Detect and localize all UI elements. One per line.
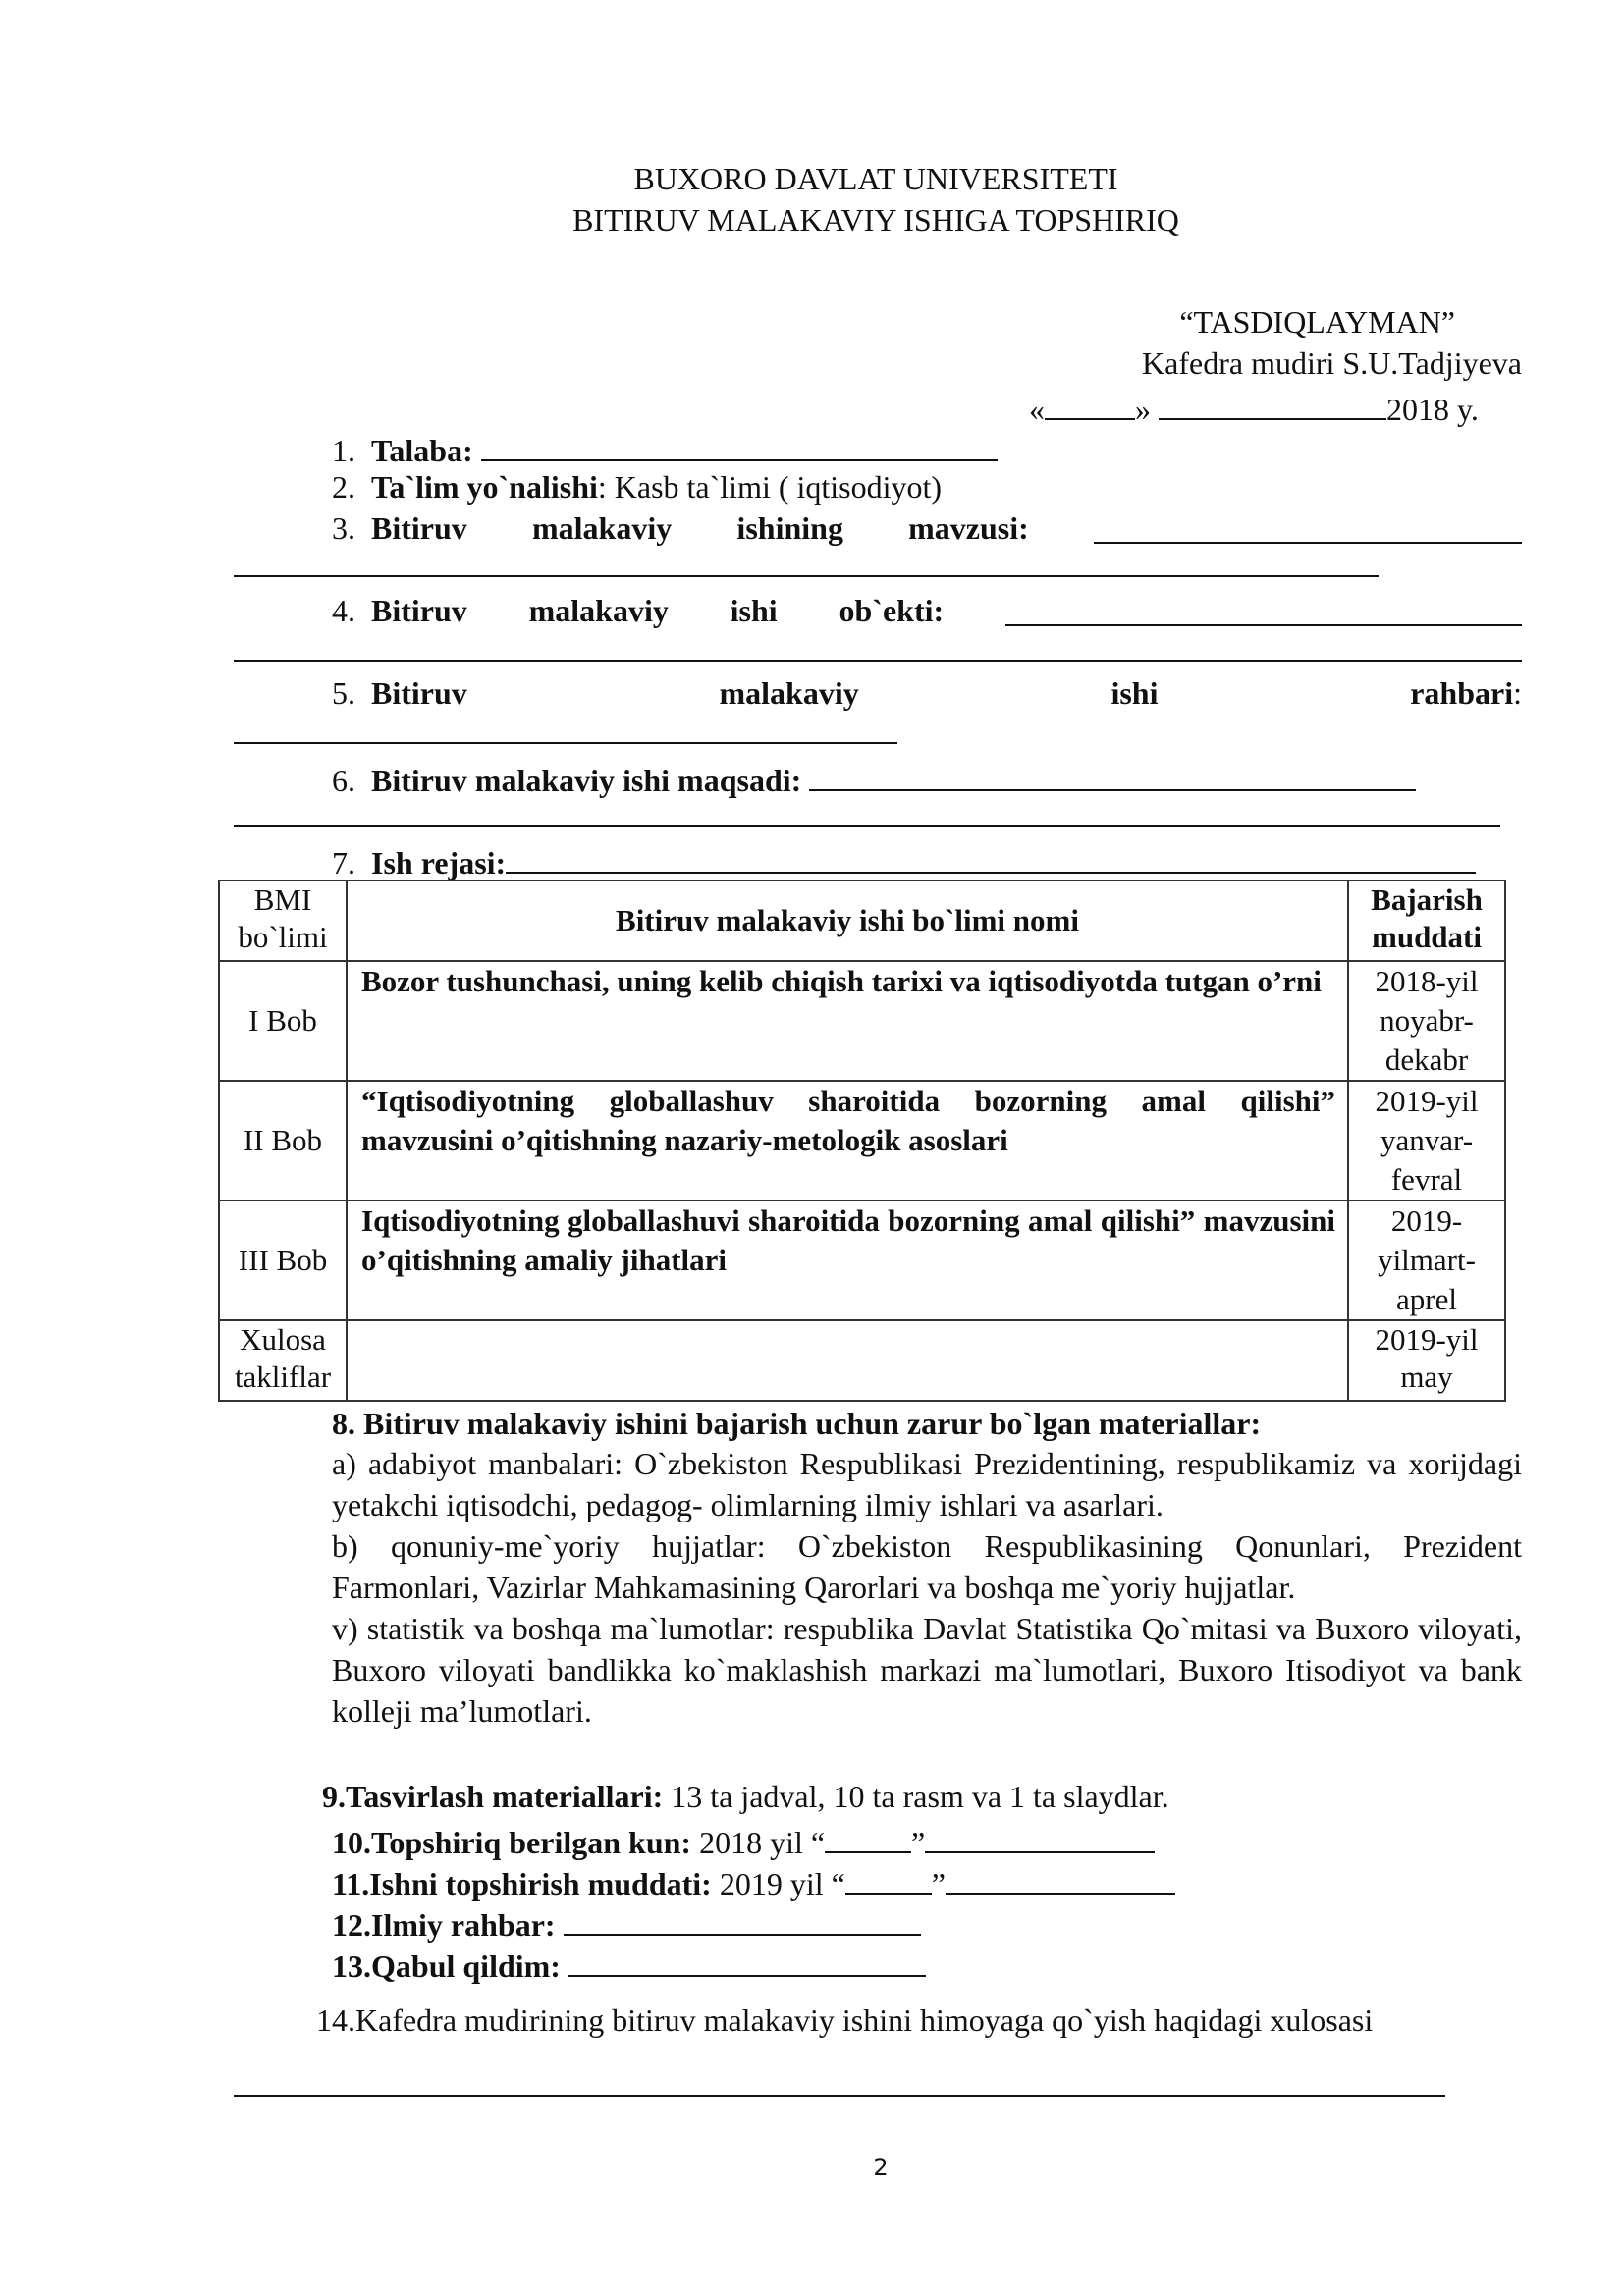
- item-submission-deadline: [332, 1863, 1175, 1899]
- page-number: 2: [873, 2154, 889, 2181]
- direction-label: Ta`lim yo`nalishi: [371, 469, 598, 505]
- assigned-date-value: 2018 yil “: [691, 1825, 826, 1860]
- row-section: III Bob: [219, 1201, 347, 1320]
- object-blank-line: [234, 660, 1522, 662]
- row-section: I Bob: [219, 961, 347, 1081]
- field-3-number: 3. Bitiruv: [332, 510, 467, 546]
- month-blank: [946, 1863, 1175, 1895]
- header-section: BMI bo`limi: [219, 881, 347, 961]
- submission-deadline-value: 2019 yil “: [711, 1866, 845, 1901]
- row-deadline: 2019-yil yanvar-fevral: [1348, 1081, 1505, 1201]
- approval-year: 2018 y.: [1386, 392, 1479, 427]
- quote-close: ”: [911, 1825, 926, 1860]
- quote-close: ”: [931, 1866, 946, 1901]
- table-row: [219, 1201, 1505, 1320]
- field-direction: [332, 471, 942, 503]
- document-title: BITIRUV MALAKAVIY ISHIGA TOPSHIRIQ: [572, 202, 1179, 238]
- field-5-number: 5. Bitiruv: [332, 675, 467, 711]
- supervisor-word: malakaviy: [719, 675, 859, 711]
- object-word: malakaviy: [528, 593, 669, 628]
- row-section: Xulosa takliflar: [219, 1320, 347, 1401]
- supervisor-last-word: rahbari:: [1410, 675, 1522, 711]
- row-name: Bozor tushunchasi, uning kelib chiqish tarixi va iqtisodiyotda tutgan o’rni: [347, 961, 1348, 1081]
- item-illustrations: [322, 1781, 1169, 1812]
- row-name: Iqtisodiyotning globallashuvi sharoitida bozorning amal qilishi” mavzusini o’qitishning amaliy jihatlari: [347, 1201, 1348, 1320]
- topic-word: mavzusi:: [908, 510, 1029, 546]
- accepted-sign-blank: [568, 1946, 926, 1977]
- supervisor-word: ishi: [1110, 675, 1159, 711]
- header-deadline: Bajarish muddati: [1348, 881, 1505, 961]
- table-header-row: [219, 881, 1505, 961]
- materials-statistics: v) statistik va boshqa ma`lumotlar: respublika Davlat Statistika Qo`mitasi va Buxoro viloyati, Buxoro viloyati bandlikka ko`maklashish markazi ma`lumotlari, Buxoro Itisodiyot va bank kolleji ma’lumotlari.: [332, 1611, 1522, 1729]
- submission-deadline-label: 11.Ishni topshirish muddati:: [332, 1866, 712, 1901]
- topic-word: ishining: [736, 510, 843, 546]
- month-blank: [1159, 389, 1386, 420]
- field-number: 2.: [332, 469, 355, 505]
- supervisor-sign-blank: [564, 1904, 921, 1936]
- object-blank: [1005, 595, 1522, 626]
- illustrations-label: 9.Tasvirlash materiallari:: [322, 1779, 664, 1814]
- month-blank: [925, 1822, 1155, 1853]
- plan-blank: [506, 842, 1476, 874]
- row-name: [347, 1320, 1348, 1401]
- topic-word: malakaviy: [531, 510, 673, 546]
- row-deadline: 2019-yil may: [1348, 1320, 1505, 1401]
- topic-blank: [1094, 512, 1522, 544]
- date-close-quote: »: [1135, 392, 1151, 427]
- field-number: 6.: [332, 763, 355, 798]
- approval-date: [1029, 389, 1479, 425]
- supervisor-blank-line: [234, 742, 897, 744]
- approval-stamp: “TASDIQLAYMAN”: [1179, 304, 1455, 340]
- item-head-conclusion: 14.Kafedra mudirining bitiruv malakaviy ishini himoyaga qo`yish haqidagi xulosasi: [316, 2002, 1374, 2038]
- direction-value: : Kasb ta`limi ( iqtisodiyot): [597, 469, 943, 505]
- row-deadline: 2019-yilmart-aprel: [1348, 1201, 1505, 1320]
- field-student: [332, 430, 998, 466]
- item-assigned-date: [332, 1822, 1155, 1858]
- supervisor-label: 12.Ilmiy rahbar:: [332, 1907, 556, 1943]
- materials-legal: b) qonuniy-me`yoriy hujjatlar: O`zbekiston Respublikasining Qonunlari, Prezident Farmonlari, Vazirlar Mahkamasining Qarorlari va boshqa me`yoriy hujjatlar.: [332, 1528, 1522, 1605]
- materials-list: [332, 1443, 1522, 1732]
- goal-label: Bitiruv malakaviy ishi maqsadi:: [371, 763, 802, 798]
- plan-label: Ish rejasi:: [371, 845, 507, 881]
- work-plan-table: [218, 880, 1506, 1402]
- item-accepted: [332, 1946, 926, 1982]
- day-blank: [1045, 389, 1135, 420]
- day-blank: [825, 1822, 911, 1853]
- field-object: [332, 595, 1522, 626]
- field-number: 7.: [332, 845, 355, 881]
- materials-title: 8. Bitiruv malakaviy ishini bajarish uchun zarur bo`lgan materiallar:: [332, 1406, 1262, 1441]
- object-word: ishi: [730, 593, 778, 628]
- field-plan: [332, 842, 1476, 879]
- date-open-quote: «: [1029, 392, 1045, 427]
- item-supervisor: [332, 1904, 921, 1941]
- table-row: [219, 1081, 1505, 1201]
- header-name: Bitiruv malakaviy ishi bo`limi nomi: [347, 881, 1348, 961]
- conclusion-blank-line: [234, 2095, 1445, 2097]
- university-name: BUXORO DAVLAT UNIVERSITETI: [633, 161, 1118, 196]
- goal-blank-line: [234, 825, 1500, 827]
- table-row: [219, 961, 1505, 1081]
- field-number: 1.: [332, 433, 355, 468]
- approval-head: Kafedra mudiri S.U.Tadjiyeva: [1142, 346, 1522, 381]
- row-section: II Bob: [219, 1081, 347, 1201]
- field-topic: [332, 512, 1522, 544]
- field-supervisor: [332, 677, 1522, 709]
- table-row: [219, 1320, 1505, 1401]
- day-blank: [845, 1863, 932, 1895]
- field-4-number: 4. Bitiruv: [332, 593, 467, 628]
- assigned-date-label: 10.Topshiriq berilgan kun:: [332, 1825, 692, 1860]
- field-goal: [332, 760, 1416, 796]
- student-blank: [481, 430, 998, 461]
- materials-literature: a) adabiyot manbalari: O`zbekiston Respublikasi Prezidentining, respublikamiz va xorijdagi yetakchi iqtisodchi, pedagog- olimlarning ilmiy ishlari va asarlari.: [332, 1446, 1522, 1522]
- topic-blank-line: [234, 575, 1379, 577]
- goal-blank: [809, 760, 1416, 791]
- accepted-label: 13.Qabul qildim:: [332, 1949, 561, 1984]
- object-word: ob`ekti:: [839, 593, 945, 628]
- illustrations-value: 13 ta jadval, 10 ta rasm va 1 ta slaydlar.: [663, 1779, 1169, 1814]
- row-name: “Iqtisodiyotning globallashuv sharoitida bozorning amal qilishi” mavzusini o’qitishning nazariy-metologik asoslari: [347, 1081, 1348, 1201]
- student-label: Talaba:: [371, 433, 473, 468]
- row-deadline: 2018-yil noyabr-dekabr: [1348, 961, 1505, 1081]
